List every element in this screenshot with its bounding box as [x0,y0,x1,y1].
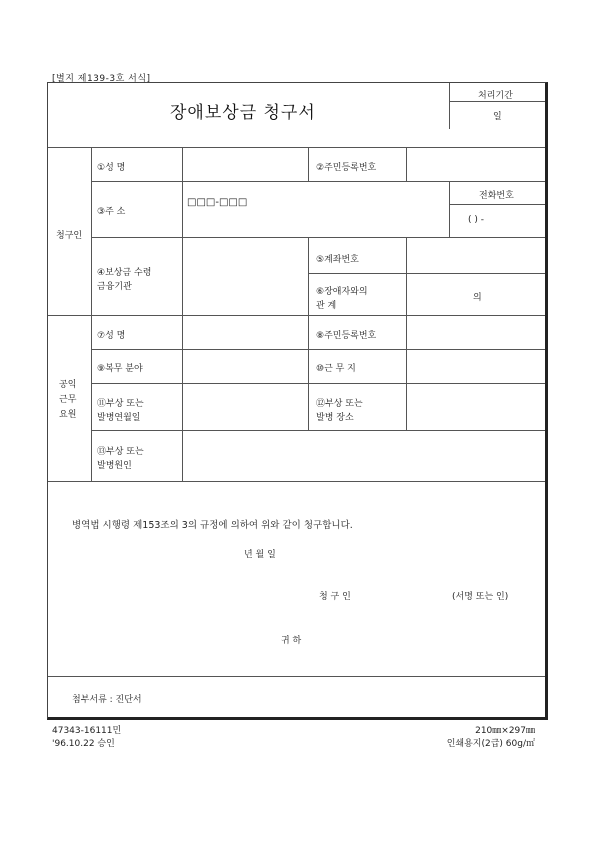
approval-date: '96.10.22 승인 [52,739,115,749]
divider [182,316,183,481]
injury-place-label-line1: ⑫부상 또는 [316,399,363,409]
public-service-section-label: 공익 근무 요원 [59,380,77,420]
divider [48,147,545,148]
attachments-label: 첨부서류 : 진단서 [72,695,142,705]
divider [449,83,450,129]
workplace-label: ⑩근 무 지 [316,364,356,374]
divider [48,481,545,482]
bank-label-line1: ④보상금 수령 [97,268,152,278]
divider [92,181,545,182]
paper-grade: 인쇄용지(2급) 60g/㎡ [446,739,535,749]
processing-period-value: 일 [493,112,502,122]
service-rrn-label: ⑧주민등록번호 [316,331,377,341]
paper-spec-block [447,725,535,751]
divider [406,238,407,315]
divider [449,182,450,237]
relation-suffix: 의 [473,293,482,303]
divider [308,273,545,274]
form-title: 장애보상금 청구서 [170,103,316,123]
divider [92,237,545,238]
postal-code-boxes: □□□-□□□ [187,197,248,208]
bank-label-line2: 금융기관 [97,282,132,292]
claim-statement: 병역법 시행령 제153조의 3의 규정에 의하여 위와 같이 청구합니다. [72,520,353,531]
divider [308,316,309,430]
divider [406,148,407,181]
form-code: 47343-16111민 [52,726,122,736]
divider [406,316,407,430]
divider [92,430,545,431]
date-line: 년 월 일 [244,550,276,560]
divider [308,238,309,315]
divider [308,148,309,181]
service-name-label: ⑦성 명 [97,331,126,341]
paper-size: 210㎜×297㎜ [475,726,535,736]
relation-label-line1: ⑥장애자와의 [316,287,368,297]
injury-date-label-line1: ⑪부상 또는 [97,399,144,409]
relation-label-line2: 관 계 [316,301,337,311]
claimant-signer: 청 구 인 [319,592,351,602]
claimant-section-label: 청구인 [56,231,83,241]
divider [48,315,545,316]
phone-label: 전화번호 [479,191,514,201]
account-label: ⑤계좌번호 [316,255,359,265]
divider [182,148,183,181]
divider [449,204,545,205]
form-code-block [52,725,121,751]
signature-hint: (서명 또는 인) [452,592,509,602]
injury-place-label-line2: 발병 장소 [316,413,354,423]
injury-cause-label-line1: ⑬부상 또는 [97,447,144,457]
form-number-label: [별지 제139-3호 서식] [52,74,151,84]
processing-period-label: 처리기간 [478,91,513,101]
divider [92,383,545,384]
service-field-label: ⑨복무 분야 [97,364,143,374]
phone-value: ( ) - [468,215,484,225]
divider [182,182,183,237]
address-label: ③주 소 [97,207,126,217]
divider [92,349,545,350]
divider [48,676,545,677]
divider [182,238,183,315]
name-label: ①성 명 [97,163,126,173]
divider [449,101,545,102]
rrn-label: ②주민등록번호 [316,163,377,173]
injury-date-label-line2: 발병연월일 [97,413,141,423]
injury-cause-label-line2: 발병원인 [97,461,132,471]
recipient-label: 귀 하 [281,636,302,646]
